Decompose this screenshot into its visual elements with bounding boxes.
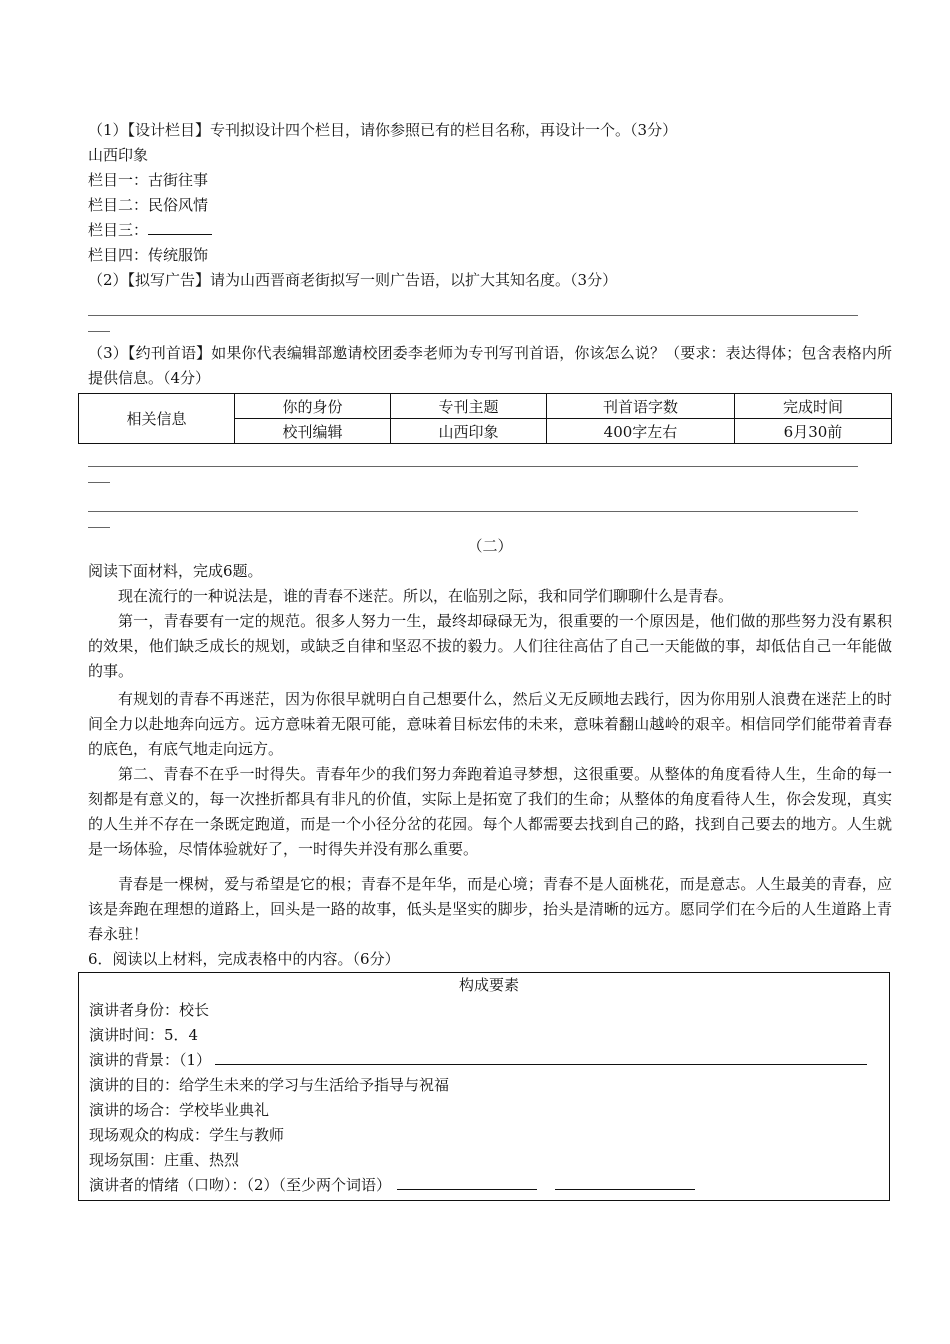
emotion-blank-2[interactable]: [555, 1173, 695, 1190]
speech-time: 演讲时间：5．4: [89, 1026, 199, 1044]
section-heading: （二）: [467, 537, 513, 555]
info-table-header: 完成时间: [735, 394, 892, 419]
speech-background-label: 演讲的背景：（1）: [89, 1051, 212, 1069]
answer-line-q3-2-end: [88, 512, 892, 534]
box-title: 构成要素: [458, 976, 519, 994]
paragraph-2: 第一，青春要有一定的规范。很多人努力一生，最终却碌碌无为，很重要的一个原因是，他们做的那些努力没有累积的效果，他们缺乏成长的规划，或缺乏自律和坚忍不拔的毅力。人们往往高估了自己一天能做的事，却低估自己一年能做的事。: [88, 612, 892, 680]
speech-venue: 演讲的场合：学校毕业典礼: [89, 1101, 270, 1119]
info-table-row-label: 相关信息: [79, 394, 235, 444]
speech-background: [89, 1048, 889, 1073]
info-table-cell: 400字左右: [547, 419, 735, 444]
info-table-cell: 山西印象: [391, 419, 547, 444]
info-table-cell: 6月30前: [735, 419, 892, 444]
answer-line-q2-end: [88, 316, 892, 338]
speaker-emotion: [89, 1173, 889, 1198]
paragraph-3: 有规划的青春不再迷茫，因为你很早就明白自己想要什么，然后义无反顾地去践行，因为你用别人浪费在迷茫上的时间全力以赴地奔向远方。远方意味着无限可能，意味着目标宏伟的未来，意味着翻山越岭的艰辛。相信同学们能带着青春的底色，有底气地走向远方。: [88, 690, 892, 758]
column-1: 栏目一：古街往事: [88, 171, 209, 189]
document-page: [88, 118, 892, 1201]
question-1: （1）【设计栏目】专刊拟设计四个栏目，请你参照已有的栏目名称，再设计一个。（3分）: [88, 121, 678, 139]
elements-box: [78, 972, 890, 1201]
atmosphere: 现场氛围：庄重、热烈: [89, 1151, 240, 1169]
paragraph-4: 第二、青春不在乎一时得失。青春年少的我们努力奔跑着追寻梦想，这很重要。从整体的角度看待人生，生命的每一刻都是有意义的，每一次挫折都具有非凡的价值，实际上是拓宽了我们的生命；从整体的角度看待人生，你会发现，真实的人生并不存在一条既定跑道，而是一个小径分岔的花园。每个人都需要去找到自己的路，找到自己要去的地方。人生就是一场体验，尽情体验就好了，一时得失并没有那么重要。: [88, 765, 892, 858]
paragraph-1: 现在流行的一种说法是，谁的青春不迷茫。所以，在临别之际，我和同学们聊聊什么是青春。: [118, 587, 734, 605]
question-6: 6．阅读以上材料，完成表格中的内容。（6分）: [88, 950, 400, 968]
column-2: 栏目二：民俗风情: [88, 196, 209, 214]
info-table-header: 你的身份: [235, 394, 391, 419]
info-table-header: 刊首语字数: [547, 394, 735, 419]
column-4: 栏目四：传统服饰: [88, 246, 209, 264]
speech-purpose: 演讲的目的：给学生未来的学习与生活给予指导与祝福: [89, 1076, 450, 1094]
speaker-identity: 演讲者身份：校长: [89, 1001, 210, 1019]
paragraph-5: 青春是一棵树，爱与希望是它的根；青春不是年华，而是心境；青春不是人面桃花，而是意志。人生最美的青春，应该是奔跑在理想的道路上，回头是一路的故事，低头是坚实的脚步，抬头是清晰的远方。愿同学们在今后的人生道路上青春永驻！: [88, 875, 892, 943]
column-3: [88, 218, 892, 243]
audience: 现场观众的构成：学生与教师: [89, 1126, 285, 1144]
reading-instruction: 阅读下面材料，完成6题。: [88, 562, 263, 580]
emotion-blank-1[interactable]: [397, 1173, 537, 1190]
info-table: [78, 393, 892, 444]
answer-line-q2[interactable]: [88, 293, 858, 316]
question-3: （3）【约刊首语】如果你代表编辑部邀请校团委李老师为专刊写刊首语，你该怎么说？（要求：表达得体；包含表格内所提供信息。（4分）: [88, 344, 892, 387]
info-table-header: 专刊主题: [391, 394, 547, 419]
answer-line-q3-1-end: [88, 467, 892, 489]
speech-background-blank[interactable]: [215, 1048, 867, 1065]
answer-line-q3-1[interactable]: [88, 444, 858, 467]
magazine-title: 山西印象: [88, 146, 149, 164]
question-2: （2）【拟写广告】请为山西晋商老街拟写一则广告语，以扩大其知名度。（3分）: [88, 271, 618, 289]
answer-line-q3-2[interactable]: [88, 489, 858, 512]
column-3-blank[interactable]: [148, 218, 212, 235]
speaker-emotion-label: 演讲者的情绪（口吻）：（2）（至少两个词语）: [89, 1176, 392, 1194]
column-3-label: 栏目三：: [88, 221, 149, 239]
info-table-cell: 校刊编辑: [235, 419, 391, 444]
